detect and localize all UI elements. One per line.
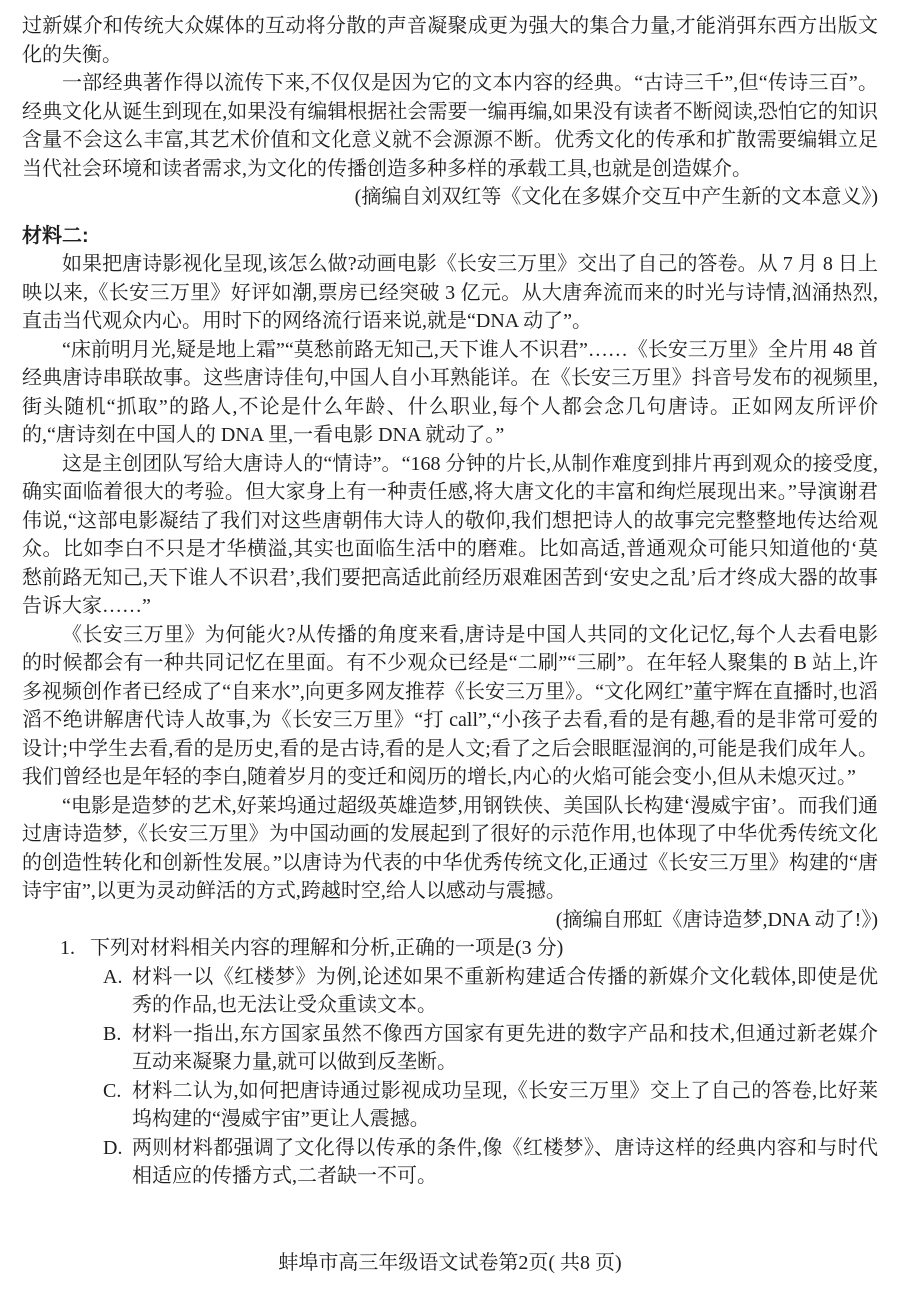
option-d-text: 两则材料都强调了文化得以传承的条件,像《红楼梦》、唐诗这样的经典内容和与时代相适应的传播方式,二者缺一不可。 — [132, 1136, 878, 1187]
material-two-attribution: (摘编自邢虹《唐诗造梦,DNA 动了!》) — [555, 908, 878, 931]
page-footer: 蚌埠市高三年级语文试卷第2页( 共8 页) — [278, 1251, 622, 1274]
question-1-stem: 下列对材料相关内容的理解和分析,正确的一项是(3 分) — [90, 937, 564, 959]
option-a-text: 材料一以《红楼梦》为例,论述如果不重新构建适合传播的新媒介文化载体,即使是优秀的作品,也无法让受众重读文本。 — [132, 965, 878, 1016]
material-two-paragraph-3: 这是主创团队写给大唐诗人的“情诗”。“168 分钟的片长,从制作难度到排片再到观众的接受度,确实面临着很大的考验。但大家身上有一种责任感,将大唐文化的丰富和绚烂展现出来。”导演谢君伟说,“这部电影凝结了我们对这些唐朝伟大诗人的敬仰,我们想把诗人的故事完完整整地传达给观众。比如李白不只是才华横溢,其实也面临生活中的磨难。比如高适,普通观众可能只知道他的‘莫愁前路无知己,天下谁人不识君’,我们要把高适此前经历艰难困苦到‘安史之乱’后才终成大器的故事告诉大家……” — [22, 452, 878, 617]
material-two-paragraph-2: “床前明月光,疑是地上霜”“莫愁前路无知己,天下谁人不识君”……《长安三万里》全片用 48 首经典唐诗串联故事。这些唐诗佳句,中国人自小耳熟能详。在《长安三万里》抖音号发布的视频里,街头随机“抓取”的路人,不论是什么年龄、什么职业,每个人都会念几句唐诗。正如网友所评价的,“唐诗刻在中国人的 DNA 里,一看电影 DNA 就动了。” — [22, 338, 878, 446]
material-two-paragraph-1: 如果把唐诗影视化呈现,该怎么做?动画电影《长安三万里》交出了自己的答卷。从 7 月 8 日上映以来,《长安三万里》好评如潮,票房已经突破 3 亿元。从大唐奔流而来的时光与诗情,汹涌热烈,直击当代观众内心。用时下的网络流行语来说,就是“DNA 动了”。 — [22, 253, 878, 332]
option-c-text: 材料二认为,如何把唐诗通过影视成功呈现,《长安三万里》交上了自己的答卷,比好莱坞构建的“漫威宇宙”更让人震撼。 — [132, 1079, 878, 1130]
question-1-option-c — [103, 1077, 878, 1134]
question-1-option-b — [103, 1020, 878, 1077]
material-two-paragraph-4: 《长安三万里》为何能火?从传播的角度来看,唐诗是中国人共同的文化记忆,每个人去看电影的时候都会有一种共同记忆在里面。有不少观众已经是“二刷”“三刷”。在年轻人聚集的 B 站上,许多视频创作者已经成了“自来水”,向更多网友推荐《长安三万里》。“文化网红”董宇辉在直播时,也滔滔不绝讲解唐代诗人故事,为《长安三万里》“打 call”,“小孩子去看,看的是有趣,看的是非常可爱的设计;中学生去看,看的是历史,看的是古诗,看的是人文;看了之后会眼眶湿润的,可能是我们成年人。我们曾经也是年轻的李白,随着岁月的变迁和阅历的增长,内心的火焰可能会变小,但从未熄灭过。” — [22, 623, 878, 788]
question-1-option-a — [103, 963, 878, 1020]
option-b-label: B. — [103, 1022, 122, 1045]
material-one-attribution: (摘编自刘双红等《文化在多媒介交互中产生新的文本意义》) — [354, 186, 878, 208]
question-1-option-d — [103, 1134, 878, 1191]
material-one-paragraph: 一部经典著作得以流传下来,不仅仅是因为它的文本内容的经典。“古诗三千”,但“传诗三百”。经典文化从诞生到现在,如果没有编辑根据社会需要一编再编,如果没有读者不断阅读,恐怕它的知识含量不会这么丰富,其艺术价值和文化意义就不会源源不断。优秀文化的传承和扩散需要编辑立足当代社会环境和读者需求,为文化的传播创造多种多样的承载工具,也就是创造媒介。 — [22, 72, 878, 180]
option-c-label: C. — [103, 1079, 122, 1102]
material-one-continuation-paragraph: 过新媒介和传统大众媒体的互动将分散的声音凝聚成更为强大的集合力量,才能消弭东西方出版文化的失衡。 — [22, 15, 878, 66]
option-d-label: D. — [103, 1136, 123, 1159]
question-1-number: 1. — [60, 937, 75, 959]
material-two-paragraph-5: “电影是造梦的艺术,好莱坞通过超级英雄造梦,用钢铁侠、美国队长构建‘漫威宇宙’。而我们通过唐诗造梦,《长安三万里》为中国动画的发展起到了很好的示范作用,也体现了中华优秀传统文化的创造性转化和创新性发展。”以唐诗为代表的中华优秀传统文化,正通过《长安三万里》构建的“唐诗宇宙”,以更为灵动鲜活的方式,跨越时空,给人以感动与震撼。 — [22, 794, 878, 902]
material-two-heading: 材料二: — [22, 224, 89, 247]
option-a-label: A. — [103, 965, 123, 988]
option-b-text: 材料一指出,东方国家虽然不像西方国家有更先进的数字产品和技术,但通过新老媒介互动来凝聚力量,就可以做到反垄断。 — [132, 1022, 878, 1073]
question-1-stem-row — [60, 934, 878, 963]
question-1 — [60, 934, 878, 1191]
